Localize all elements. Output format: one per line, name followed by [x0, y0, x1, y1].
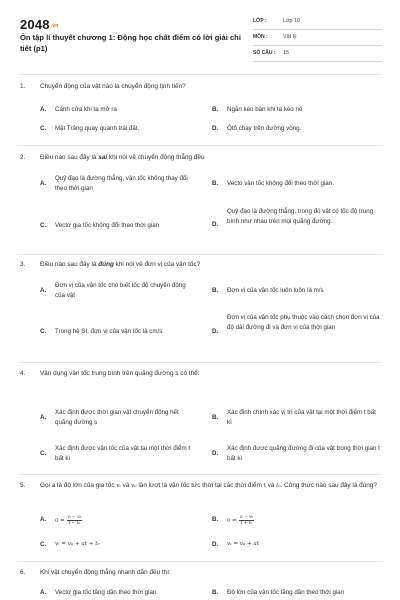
- question-number: 5.: [20, 482, 26, 489]
- option-text: Xác định được quãng đường đi của vật trong thời gian t bất kì: [227, 445, 380, 462]
- formula: [55, 515, 195, 526]
- option-letter: C.: [40, 125, 47, 132]
- option-text: Độ lớn của vận tốc tăng dần theo thời gian: [227, 589, 345, 596]
- question-text: Gọi a là độ lớn của gia tốc vₜ và v₀ lần lượt là vận tốc tức thời tại các thời điểm t và t₀. Công thức nào sau đây là đúng?: [40, 482, 377, 489]
- meta-value: Vật lý: [283, 33, 297, 40]
- option-text: Xác định chính xác vị trí của vật tại một thời điểm t bất kì: [227, 409, 376, 426]
- math-symbol: t₀: [276, 483, 281, 489]
- divider: [18, 362, 382, 363]
- math-part: a =: [55, 517, 65, 524]
- option-text: Trong hệ SI, đơn vị của vận tốc là cm/s: [55, 328, 163, 335]
- meta-row-class: [253, 14, 381, 30]
- formula: [227, 515, 382, 526]
- math-part: a =: [227, 517, 237, 524]
- site-logo[interactable]: [20, 17, 59, 32]
- math-symbol: vₜ: [116, 483, 121, 489]
- option-text: Ngăn kéo bàn khi ta kéo nó: [227, 106, 303, 113]
- math-part: vₜ − v₀: [239, 514, 254, 519]
- option-letter: C.: [40, 328, 47, 335]
- option-letter: D.: [212, 221, 219, 228]
- math-part: .vn: [50, 23, 59, 29]
- math-part: [239, 515, 255, 525]
- option-letter: B.: [212, 589, 219, 596]
- option-text: Vectơ gia tốc tăng dần theo thời gian.: [55, 589, 159, 596]
- divider: [18, 474, 382, 475]
- option-letter: A.: [40, 287, 47, 294]
- question-text: Khi vật chuyển động thẳng nhanh dần đều thì:: [40, 569, 171, 576]
- math-part: 2048: [20, 17, 50, 32]
- option-letter: A.: [40, 414, 47, 421]
- option-letter: B.: [212, 414, 219, 421]
- option-letter: D.: [212, 541, 219, 548]
- meta-label: SỐ CÂU :: [253, 50, 276, 56]
- math-symbol: v₀: [131, 483, 137, 489]
- option-letter: D.: [212, 450, 219, 457]
- option-letter: B.: [212, 106, 219, 113]
- page-header: [0, 0, 400, 62]
- math-symbol: t: [263, 483, 266, 489]
- option-text: Ôtô chạy trên đường vòng.: [227, 125, 302, 132]
- meta-label: LỚP :: [253, 18, 267, 24]
- option-letter: A.: [40, 589, 47, 596]
- option-letter: B.: [212, 287, 219, 294]
- divider: [18, 145, 382, 146]
- option-text: Đơn vị của vận tốc luôn luôn là m/s: [227, 287, 324, 294]
- option-text: Đơn vị của vận tốc phụ thuộc vào cách chọn đơn vị của độ dài đường đi và đơn vị của thời gian: [227, 314, 380, 331]
- option-text: Xác định được thời gian vật chuyển động hết quãng đường s: [55, 409, 179, 426]
- option-letter: D.: [212, 328, 219, 335]
- divider: [18, 254, 382, 255]
- option-text: Mặt Trăng quay quanh trái đất.: [55, 125, 140, 132]
- meta-row-subject: [253, 30, 381, 46]
- meta-value: 15: [283, 49, 289, 56]
- math-part: t − t₀: [68, 519, 80, 525]
- option-letter: A.: [40, 106, 47, 113]
- option-letter: B.: [212, 180, 219, 187]
- question-number: 6.: [20, 569, 26, 576]
- option-letter: C.: [40, 450, 47, 457]
- option-letter: B.: [212, 516, 219, 523]
- meta-value: Lớp 10: [283, 17, 301, 24]
- question-text: Điều nào sau đây là đúng khi nói về đơn vị của vận tốc?: [40, 261, 201, 268]
- option-text: Quỹ đạo là đường thẳng, vận tốc không thay đổi theo thời gian: [55, 175, 188, 192]
- question-text: Vận dụng vận tốc trung bình trên quãng đường s có thể:: [40, 370, 200, 377]
- question-text: Chuyển động của vật nào là chuyển động tịnh tiến?: [40, 83, 186, 90]
- math-part: t + t₀: [240, 519, 252, 525]
- question-number: 1.: [20, 83, 26, 90]
- divider: [18, 74, 382, 75]
- math-part: [67, 515, 83, 525]
- option-text: Đơn vị của vận tốc cho biết tốc độ chuyển động của vật: [55, 282, 186, 299]
- option-letter: C.: [40, 222, 47, 229]
- math-part: vₜ − v₀: [67, 514, 82, 519]
- formula: vₜ = v₀ + at: [227, 541, 260, 547]
- option-text: Xác định được vận tốc của vật tại một thời điểm t bất kì: [55, 445, 191, 462]
- page-title: Ôn tập lí thuyết chương 1: Động học chất điểm có lời giải chi tiết (p1): [20, 33, 241, 53]
- option-letter: A.: [40, 516, 47, 523]
- option-text: Vecto vận tốc không đổi theo thời gian.: [227, 180, 334, 187]
- option-letter: C.: [40, 541, 47, 548]
- meta-row-count: [253, 46, 381, 62]
- question-number: 4.: [20, 370, 26, 377]
- option-text: Cánh cửa khi ta mở ra: [55, 106, 117, 113]
- question-text: Điều nào sau đây là sai khi nói về chuyển động thẳng đều: [40, 154, 205, 161]
- question-number: 3.: [20, 261, 26, 268]
- formula: vₜ = v₀ + at + t₀: [55, 541, 100, 547]
- option-text: Vectơ gia tốc không đổi theo thời gian: [55, 222, 160, 229]
- question-number: 2.: [20, 154, 26, 161]
- option-letter: D.: [212, 125, 219, 132]
- divider: [18, 561, 382, 562]
- info-box: [253, 14, 381, 62]
- option-text: Quỹ đạo là đường thẳng, trong đó vật có tốc độ trung bình như nhau trên mọi quãng đường.: [227, 208, 374, 225]
- meta-label: MÔN :: [253, 34, 268, 40]
- option-letter: A.: [40, 180, 47, 187]
